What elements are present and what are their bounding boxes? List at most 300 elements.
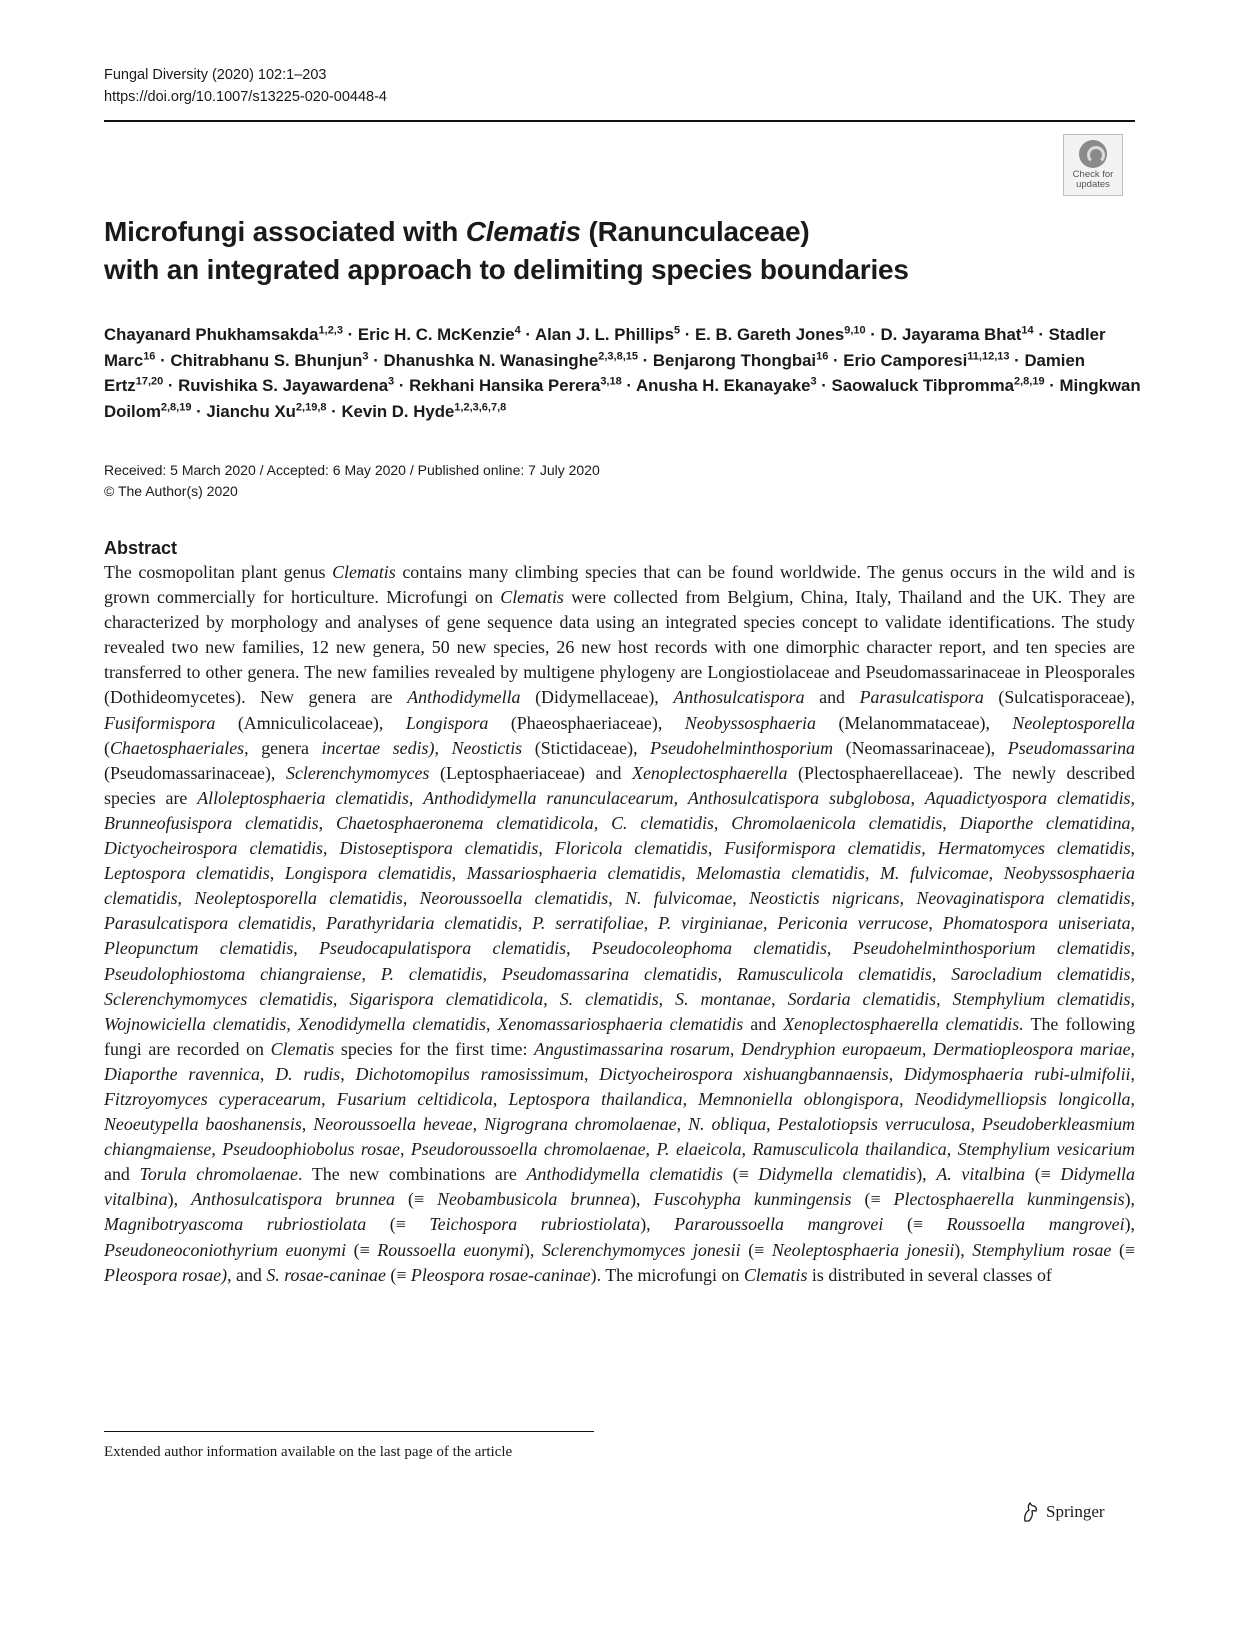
abstract-text: , [729, 1038, 742, 1059]
abstract-text: (Leptosphaeriaceae) and [429, 762, 633, 783]
author-name: Chayanard Phukhamsakda [104, 325, 319, 344]
abstract-taxon: Hermatomyces clematidis [937, 838, 1131, 859]
abstract-taxon: Neostictis [451, 737, 523, 758]
author [535, 325, 680, 344]
abstract-text: , [888, 1063, 905, 1084]
abstract-text: , genera [244, 737, 322, 758]
author-affiliation: 3 [388, 375, 395, 388]
abstract-taxon: Neoroussoella clematidis [419, 888, 609, 909]
abstract-taxon: S. clematidis [559, 988, 659, 1009]
author-affiliation: 3 [810, 375, 817, 388]
abstract-text: , [1130, 938, 1135, 959]
abstract-taxon: P. elaeicola [656, 1139, 742, 1160]
abstract-text: , [762, 913, 778, 934]
author [653, 351, 828, 370]
abstract-text: , [928, 913, 943, 934]
author-name: E. B. Gareth Jones [694, 325, 845, 344]
abstract-taxon: Leptospora thailandica [508, 1088, 683, 1109]
abstract-taxon: Sclerenchymomyces clematidis [104, 988, 333, 1009]
abstract-text: , [921, 1038, 934, 1059]
abstract-taxon: Anthodidymella clematidis [526, 1164, 723, 1185]
author-name: Anusha H. Ekanayake [636, 376, 811, 395]
author-name: Ruvishika S. Jayawardena [178, 376, 389, 395]
abstract-text: (≡ [1111, 1239, 1135, 1260]
author-name: Benjarong Thongbai [652, 350, 817, 370]
author-name: Erio Camporesi [843, 350, 968, 370]
abstract-text: , [864, 863, 881, 884]
title-line2: with an integrated approach to delimiting species boundaries [104, 254, 909, 285]
author-affiliation: 3 [362, 349, 369, 362]
author [832, 376, 1045, 395]
abstract-taxon: Chaetosphaeriales [109, 737, 245, 758]
journal-citation: Fungal Diversity (2020) 102:1–203 [104, 67, 327, 83]
abstract-text: (Phaeosphaeriaceae), [488, 712, 685, 733]
abstract-text: , [472, 1114, 485, 1135]
abstract-text: , [732, 888, 750, 909]
abstract-taxon: Fusiformispora [104, 712, 216, 733]
abstract-text: ), [1124, 1189, 1136, 1210]
abstract-text: , [177, 888, 195, 909]
abstract-taxon: Neoleptosphaeria jonesii [771, 1239, 955, 1260]
abstract-taxon: Clematis [332, 562, 396, 582]
author-affiliation: 14 [1021, 324, 1034, 337]
abstract-taxon: Pseudoberkleasmium chiangmaiense [104, 1114, 1135, 1160]
abstract-text: ), [1124, 1214, 1135, 1235]
author [178, 376, 394, 395]
abstract-text: , [673, 787, 688, 808]
abstract-text: (≡ [394, 1189, 438, 1210]
crossmark-line1: Check for [1072, 169, 1114, 180]
abstract-text: , [318, 812, 337, 833]
abstract-taxon: Stemphylium rosae [972, 1239, 1112, 1260]
abstract-text: , [608, 888, 626, 909]
abstract-taxon: Fitzroyomyces cyperacearum [104, 1088, 322, 1109]
abstract-text: species for the first time: [334, 1038, 535, 1059]
abstract-taxon: Distoseptispora clematidis [339, 838, 539, 859]
publication-dates [104, 460, 600, 502]
abstract-taxon: Roussoella euonymi [377, 1239, 524, 1260]
abstract-taxon: Clematis [500, 587, 564, 608]
abstract-taxon: P. virginianae [658, 913, 763, 934]
abstract-text: , [321, 1088, 337, 1109]
abstract-text: , [492, 1088, 509, 1109]
author-name: Eric H. C. McKenzie [357, 325, 515, 344]
author-affiliation: 2,19,8 [295, 400, 327, 413]
footnote-rule [104, 1431, 594, 1432]
abstract-taxon: Fuscohypha kunmingensis [653, 1189, 852, 1210]
check-for-updates-badge[interactable] [1063, 134, 1123, 196]
abstract-taxon: Clematis [270, 1038, 335, 1059]
abstract-text: (≡ [851, 1189, 894, 1210]
abstract-taxon: Wojnowiciella clematidis [104, 1013, 287, 1034]
abstract-taxon: Diaporthe ravennica [104, 1063, 260, 1084]
abstract-taxon: Stemphylium clematidis [952, 988, 1131, 1009]
abstract-text: (Didymellaceae), [520, 687, 674, 708]
crossmark-icon [1079, 140, 1107, 168]
author [409, 376, 622, 395]
abstract-text: , [485, 1013, 498, 1034]
author-name: Stadler Marc [104, 325, 1106, 370]
abstract-taxon: Neodidymelliopsis longicolla [914, 1088, 1131, 1109]
footnote: Extended author information available on the last page of the article [104, 1444, 513, 1460]
abstract-taxon: Pleopunctum clematidis [104, 938, 294, 959]
abstract-text: (≡ [883, 1214, 947, 1235]
abstract-text: The cosmopolitan plant genus [104, 562, 333, 582]
title-part1: Microfungi associated with [104, 216, 466, 247]
abstract-taxon: Neovaginatispora clematidis [916, 888, 1131, 909]
abstract-text: ), [640, 1214, 675, 1235]
abstract-text: , [259, 1063, 276, 1084]
abstract-taxon: Plectosphaerella kunmingensis [893, 1189, 1125, 1210]
author-affiliation: 4 [514, 324, 521, 337]
copyright-line: © The Author(s) 2020 [104, 483, 238, 499]
abstract-taxon: Dictyocheirospora xishuangbannaensis [599, 1063, 889, 1084]
abstract-taxon: Pseudomassarina [1007, 737, 1135, 758]
abstract-text: , [910, 787, 925, 808]
abstract-taxon: Angustimassarina rosarum [534, 1038, 730, 1059]
author-name: Saowaluck Tibpromma [831, 376, 1014, 395]
author [843, 351, 1009, 370]
abstract-text: , [936, 988, 953, 1009]
abstract-taxon: N. fulvicomae [625, 888, 733, 909]
abstract-text: ), [523, 1239, 542, 1260]
abstract-text: , [1130, 838, 1136, 859]
abstract-text: , [899, 1088, 915, 1109]
abstract-text: , [1130, 963, 1135, 984]
abstract-taxon: Pseudoneoconiothyrium euonymi [104, 1239, 347, 1260]
abstract-text: , [566, 938, 592, 959]
author-name: Jianchu Xu [206, 401, 296, 421]
publisher-logo [1020, 1500, 1105, 1524]
abstract-taxon: Chromolaenicola clematidis [731, 812, 943, 833]
abstract-taxon: Aquadictyospora clematidis [924, 787, 1131, 808]
abstract-text: , [311, 913, 327, 934]
abstract-text: . The new combinations are [297, 1164, 527, 1185]
author-affiliation: 5 [673, 324, 681, 337]
abstract-taxon: Xenomassariosphaeria clematidis [497, 1013, 744, 1034]
abstract-text: , [942, 812, 960, 833]
author-name: Kevin D. Hyde [341, 401, 455, 421]
abstract-text: , [269, 863, 285, 884]
abstract-text: (Melanommataceae), [815, 712, 1013, 733]
author-affiliation: 16 [816, 349, 829, 362]
abstract-taxon: Anthosulcatispora subglobosa [687, 787, 911, 808]
journal-header [104, 64, 387, 108]
abstract-taxon: Neobambusicola brunnea [437, 1189, 631, 1210]
abstract-text: , [741, 1139, 753, 1160]
abstract-text: and [104, 1164, 140, 1185]
abstract-text: , [1130, 1088, 1135, 1109]
author [170, 351, 368, 370]
author [636, 376, 817, 395]
abstract-taxon: Massariosphaeria clematidis [466, 863, 682, 884]
abstract-taxon: Pseudomassarina clematidis [501, 963, 718, 984]
abstract-text: , [921, 838, 938, 859]
abstract-text: , [931, 963, 952, 984]
abstract-taxon: Neobyssosphaeria [684, 712, 816, 733]
author-affiliation: 11,12,13 [967, 349, 1010, 362]
abstract-taxon: Neoleptosporella clematidis [194, 888, 403, 909]
author-name: Mingkwan Doilom [104, 376, 1141, 421]
abstract-text: , [643, 913, 659, 934]
author-affiliation: 2,3,8,15 [598, 349, 638, 362]
abstract-text: (≡ [385, 1264, 411, 1285]
abstract-taxon: Nigrograna chromolaenae [484, 1114, 677, 1135]
abstract-taxon: Pleospora rosae) [104, 1264, 228, 1285]
abstract-text: The following fungi are recorded on [104, 1013, 1136, 1059]
abstract-taxon: Teichospora rubriostiolata [429, 1214, 641, 1235]
abstract-taxon: Parasulcatispora [859, 687, 984, 708]
abstract-text: (Sulcatisporaceae), [983, 687, 1135, 708]
abstract-text: , [771, 988, 788, 1009]
abstract-taxon: Sordaria clematidis [787, 988, 937, 1009]
abstract-taxon: Sarocladium clematidis [951, 963, 1131, 984]
abstract-taxon: Pleospora rosae-caninae [410, 1264, 591, 1285]
abstract-taxon: Periconia verrucose [777, 913, 929, 934]
abstract-taxon: Ramusculicola thailandica [752, 1139, 947, 1160]
abstract-text: (≡ [1025, 1164, 1061, 1185]
abstract-text: , [970, 1114, 982, 1135]
abstract-text: , [361, 963, 381, 984]
abstract-text: , [301, 1114, 314, 1135]
abstract-body [104, 560, 1135, 1288]
abstract-text: , [482, 963, 502, 984]
abstract-text: ), [916, 1164, 937, 1185]
abstract-taxon: Didymella vitalbina [104, 1164, 1135, 1210]
abstract-taxon: M. fulvicomae [880, 863, 989, 884]
abstract-text: , [1130, 812, 1135, 833]
abstract-taxon: S. montanae [675, 988, 772, 1009]
abstract-text: , [323, 838, 340, 859]
abstract-text: , [645, 1139, 657, 1160]
author-affiliation: 2,8,19 [1013, 375, 1045, 388]
abstract-taxon: Fusiformispora clematidis [724, 838, 922, 859]
crossmark-line2: updates [1076, 179, 1110, 190]
abstract-taxon: D. rudis [275, 1063, 341, 1084]
abstract-taxon: Stemphylium vesicarium [957, 1139, 1135, 1160]
abstract-taxon: Magnibotryascoma rubriostiolata [104, 1214, 367, 1235]
abstract-taxon: Leptospora clematidis [104, 863, 270, 884]
abstract-taxon: Melomastia clematidis [696, 863, 865, 884]
abstract-text: , [543, 988, 560, 1009]
abstract-text: (Amniculicolaceae), [215, 712, 406, 733]
abstract-taxon: Memnoniella oblongispora [698, 1088, 900, 1109]
abstract-taxon: Chaetosphaeronema clematidicola [336, 812, 594, 833]
author-affiliation: 1,2,3,6,7,8 [454, 400, 507, 413]
author [695, 325, 866, 344]
abstract-taxon: Dichotomopilus ramosissimum [355, 1063, 584, 1084]
abstract-taxon: Parasulcatispora clematidis [104, 913, 312, 934]
abstract-taxon: Alloleptosphaeria clematidis [197, 787, 409, 808]
abstract-text: , [1130, 913, 1136, 934]
abstract-taxon: Xenoplectosphaerella clematidis. [783, 1013, 1024, 1034]
abstract-text: ), [167, 1189, 192, 1210]
author-name: Dhanushka N. Wanasinghe [383, 350, 599, 370]
abstract-text: , [766, 1114, 778, 1135]
abstract-taxon: Pseudocoleophoma clematidis [591, 938, 827, 959]
abstract-text: , [707, 838, 725, 859]
abstract-text: and [804, 687, 860, 708]
abstract-taxon: Pseudolophiostoma chiangraiense [104, 963, 362, 984]
abstract-text: (Plectosphaerellaceae). The newly described species are [104, 762, 1135, 808]
dates-line: Received: 5 March 2020 / Accepted: 6 May 2020 / Published online: 7 July 2020 [104, 462, 600, 478]
author-name: Alan J. L. Phillips [535, 325, 674, 344]
abstract-text: and [743, 1013, 784, 1034]
article-title [104, 213, 1134, 289]
abstract-text: contains many climbing species that can be found worldwide. The genus occurs in the wild and is grown commercially for horticulture. Microfungi on [104, 562, 1135, 608]
abstract-text: , and [227, 1264, 267, 1285]
abstract-text: (≡ [346, 1239, 378, 1260]
abstract-taxon: C. clematidis [611, 812, 714, 833]
abstract-text: (Stictidaceae), [522, 737, 651, 758]
abstract-text: (Pseudomassarinaceae), [104, 762, 286, 783]
abstract-text: , [717, 963, 737, 984]
abstract-taxon: Sclerenchymomyces jonesii [541, 1239, 741, 1260]
author [358, 325, 521, 344]
abstract-text: is distributed in several classes of [807, 1264, 1052, 1285]
abstract-text: (≡ [366, 1214, 430, 1235]
abstract-taxon: Didymosphaeria rubi-ulmifolii [904, 1063, 1131, 1084]
author-affiliation: 3,18 [600, 375, 622, 388]
abstract-text: , [451, 863, 467, 884]
abstract-taxon: Dermatiopleospora mariae [933, 1038, 1131, 1059]
abstract-taxon: Didymella clematidis [758, 1164, 917, 1185]
abstract-text: ), [630, 1189, 654, 1210]
abstract-taxon: Pseudoophiobolus rosae [222, 1139, 400, 1160]
abstract-taxon: P. clematidis [380, 963, 483, 984]
abstract-text: , [399, 1139, 411, 1160]
abstract-text: , [826, 938, 853, 959]
abstract-text: , [211, 1139, 223, 1160]
abstract-taxon: incertae sedis) [321, 737, 435, 758]
author-name: Rekhani Hansika Perera [409, 376, 601, 395]
abstract-text: , [340, 1063, 356, 1084]
abstract-taxon: Roussoella mangrovei [946, 1214, 1125, 1235]
abstract-taxon: Floricola clematidis [554, 838, 708, 859]
abstract-text: were collected from Belgium, China, Italy, Thailand and the UK. They are characterized by morphology and analyses of gene sequence data using an integrated species concept to validate identifications. The study revealed two new families, 12 new genera, 50 new species, 26 new host records with one dimorphic character report, and ten species are transferred to other genera. The new families revealed by multigene phylogeny are Longiostiolaceae and Pseudomassarinaceae in Pleosporales (Dothideomycetes). New genera are [104, 587, 1136, 708]
author-name: Chitrabhanu S. Bhunjun [170, 350, 363, 370]
author-name: D. Jayarama Bhat [880, 325, 1022, 344]
abstract-text: , [593, 812, 612, 833]
author-affiliation: 17,20 [135, 375, 164, 388]
abstract-text: , [988, 863, 1004, 884]
abstract-text: , [1130, 1038, 1135, 1059]
abstract-taxon: Pseudoroussoella chromolaenae [410, 1139, 646, 1160]
abstract-text: ). The microfungi on [590, 1264, 744, 1285]
springer-horse-icon [1020, 1501, 1040, 1523]
abstract-taxon: Neobyssosphaeria clematidis [104, 863, 1135, 909]
abstract-taxon: Neostictis nigricans [749, 888, 900, 909]
abstract-text: , [899, 888, 917, 909]
abstract-text: , [408, 787, 424, 808]
abstract-text: , [332, 988, 350, 1009]
abstract-text: , [658, 988, 676, 1009]
title-part2: (Ranunculaceae) [580, 216, 810, 247]
author-list: Chayanard Phukhamsakda$^{1,2,3}$ · Eric H. C. McKenzie$^4$ · Alan J. L. Phillips$^5$ · E. B. Gareth Jones$^{9,10}$ · D. Jayarama Bhat$^{14}$ · Stadler Marc$^{16}$ · Chitrabhanu S. Bhunjun$^3$ · Dhanushka N. Wanasinghe$^{2,3,8,15}$ · Benjarong Thongbai$^{16}$ · Erio Camporesi$^{11,12,13}$ · Damien Ertz$^{17,20}$ · Ruvishika S. Jayawardena$^3$ · Rekhani Hansika Perera$^{3,18}$ · Anusha H. Ekanayake$^3$ · Saowaluck Tibpromma$^{2,8,19}$ · Mingkwan Doilom$^{2,8,19}$ · Jianchu Xu$^{2,19,8}$ · Kevin D. Hyde$^{1,2,3,6,7,8}$ [104, 324, 1141, 421]
abstract-text: , [676, 1114, 689, 1135]
abstract-taxon: Anthodidymella ranunculacearum [423, 787, 674, 808]
abstract-text: , [402, 888, 420, 909]
abstract-text: , [946, 1139, 958, 1160]
abstract-text: , [1130, 988, 1135, 1009]
abstract-text: , [293, 938, 320, 959]
abstract-text: ), [954, 1239, 973, 1260]
abstract-text: , [681, 863, 697, 884]
abstract-taxon: Dictyocheirospora clematidis [104, 838, 324, 859]
abstract-taxon: Clematis [743, 1264, 808, 1285]
abstract-taxon: Sigarispora clematidicola [349, 988, 544, 1009]
author [383, 351, 638, 370]
abstract-taxon: Pararoussoella mangrovei [674, 1214, 884, 1235]
abstract-taxon: Longispora [405, 712, 489, 733]
abstract-text: , [682, 1088, 699, 1109]
abstract-text: , [1130, 787, 1135, 808]
abstract-text: , [1130, 1063, 1135, 1084]
author [206, 402, 326, 421]
abstract-taxon: Torula chromolaenae [139, 1164, 298, 1185]
author-affiliation: 16 [143, 349, 156, 362]
abstract-text: , [286, 1013, 298, 1034]
abstract-taxon: Xenoplectosphaerella [632, 762, 788, 783]
abstract-taxon: Neoeutypella baoshanensis [104, 1114, 302, 1135]
abstract-taxon: Parathyridaria clematidis, P. serratifoliae [326, 913, 644, 934]
abstract-text: , [584, 1063, 600, 1084]
abstract-taxon: Fusarium celtidicola [336, 1088, 493, 1109]
abstract-taxon: Ramusculicola clematidis [737, 963, 932, 984]
abstract-taxon: Phomatospora uniseriata [942, 913, 1131, 934]
publisher-name: Springer [1046, 1502, 1105, 1521]
abstract-taxon: Pseudocapulatispora clematidis [319, 938, 567, 959]
author-affiliation: 9,10 [844, 324, 866, 337]
header-rule [104, 120, 1135, 122]
author [104, 325, 343, 344]
abstract-text: (≡ [740, 1239, 772, 1260]
abstract-taxon: Brunneofusispora clematidis [104, 812, 319, 833]
abstract-taxon: Pseudohelminthosporium [650, 737, 834, 758]
abstract-taxon: A. vitalbina [936, 1164, 1026, 1185]
author-affiliation: 1,2,3 [318, 324, 343, 337]
title-genus: Clematis [465, 216, 581, 247]
abstract-taxon: Anthodidymella [407, 687, 521, 708]
abstract-taxon: Anthosulcatispora [673, 687, 805, 708]
abstract-text: (≡ [722, 1164, 759, 1185]
abstract-text: , [538, 838, 555, 859]
abstract-taxon: Sclerenchymomyces [286, 762, 430, 783]
abstract-text: , [434, 737, 452, 758]
abstract-taxon: Neoroussoella heveae [313, 1114, 473, 1135]
author-affiliation: 2,8,19 [160, 400, 192, 413]
abstract-taxon: Neoleptosporella [1012, 712, 1135, 733]
abstract-text: , [1130, 888, 1135, 909]
abstract-heading: Abstract [104, 538, 178, 558]
abstract-taxon: Dendryphion europaeum [741, 1038, 922, 1059]
abstract-taxon: Pseudohelminthosporium clematidis [852, 938, 1131, 959]
author [341, 402, 506, 421]
abstract-taxon: Anthosulcatispora brunnea [191, 1189, 395, 1210]
abstract-taxon: N. obliqua [688, 1114, 767, 1135]
abstract-text: (Neomassarinaceae), [833, 737, 1008, 758]
author-name: Damien Ertz [104, 350, 1086, 395]
abstract-taxon: Longispora clematidis [284, 863, 452, 884]
author [881, 325, 1034, 344]
abstract-taxon: Diaporthe clematidina [959, 812, 1131, 833]
abstract-taxon: S. rosae-caninae [266, 1264, 386, 1285]
abstract-text: ( [104, 737, 110, 758]
abstract-text: , [713, 812, 732, 833]
journal-doi[interactable]: https://doi.org/10.1007/s13225-020-00448-4 [104, 89, 387, 105]
abstract-taxon: Pestalotiopsis verruculosa [777, 1114, 971, 1135]
abstract-taxon: Xenodidymella clematidis [297, 1013, 486, 1034]
